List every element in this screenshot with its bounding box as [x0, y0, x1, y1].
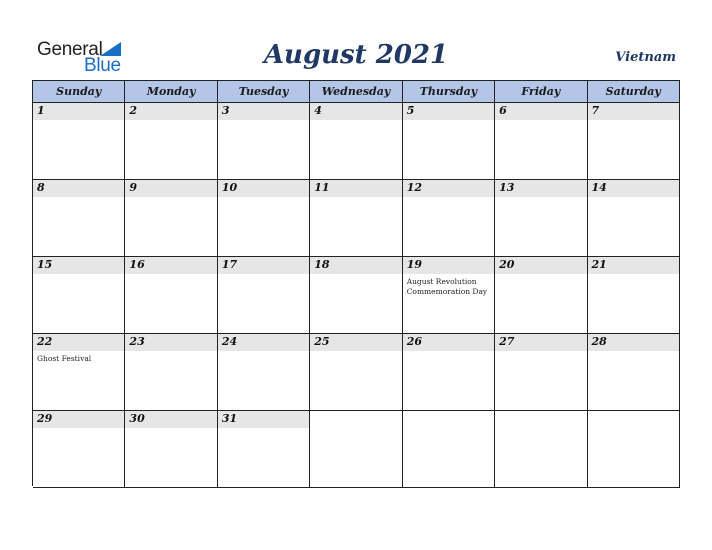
day-cell: [495, 180, 587, 257]
page-title: August 2021: [263, 40, 449, 70]
day-number: 16: [129, 258, 145, 271]
day-cell: [495, 411, 587, 488]
weekday-header: Friday: [495, 81, 587, 103]
day-number: 20: [499, 258, 515, 271]
day-cell: [588, 103, 680, 180]
day-cell: [310, 180, 402, 257]
day-cell: [495, 257, 587, 334]
day-cell: [125, 334, 217, 411]
day-cell: [125, 257, 217, 334]
day-number: 22: [37, 335, 53, 348]
day-number-band: [33, 180, 124, 197]
weekday-header: Wednesday: [310, 81, 402, 103]
day-number: 21: [591, 258, 607, 271]
calendar-week-row: [33, 257, 680, 334]
day-cell: [310, 257, 402, 334]
day-cell: [218, 103, 310, 180]
day-number: 6: [499, 104, 507, 117]
calendar-week-row: [33, 334, 680, 411]
day-cell: [403, 103, 495, 180]
day-cell: [218, 334, 310, 411]
day-cell: [310, 411, 402, 488]
day-number-band: [403, 411, 494, 428]
day-number: 1: [37, 104, 45, 117]
weekday-header: Thursday: [403, 81, 495, 103]
day-number: 24: [221, 335, 238, 348]
day-cell: [33, 180, 125, 257]
day-cell: [125, 103, 217, 180]
day-cell: [403, 180, 495, 257]
calendar-week-row: [33, 103, 680, 180]
day-number: 14: [591, 181, 607, 194]
day-cell: [218, 411, 310, 488]
day-number: 28: [591, 335, 607, 348]
country-label: Vietnam: [615, 50, 676, 65]
calendar-weeks: [33, 103, 680, 488]
day-cell: [125, 411, 217, 488]
day-number: 3: [221, 104, 230, 117]
day-number: 10: [221, 181, 238, 194]
day-number-band: [495, 411, 586, 428]
day-cell: [403, 334, 495, 411]
day-number-band: [125, 180, 216, 197]
day-number: 26: [406, 335, 422, 348]
day-number: 12: [406, 181, 422, 194]
calendar-week-row: [33, 411, 680, 488]
day-number-band: [310, 103, 401, 120]
day-cell: [218, 257, 310, 334]
day-cell: [33, 257, 125, 334]
day-cell: [33, 411, 125, 488]
day-number: 2: [129, 104, 138, 117]
day-cell: [588, 180, 680, 257]
day-number: 11: [314, 181, 330, 194]
day-cell: [588, 411, 680, 488]
day-number: 17: [221, 258, 238, 271]
day-number: 15: [37, 258, 53, 271]
day-cell: [495, 334, 587, 411]
day-number: 13: [499, 181, 515, 194]
weekday-header: Monday: [125, 81, 217, 103]
day-number: 23: [129, 335, 145, 348]
day-number-band: [125, 103, 216, 120]
day-number: 31: [221, 412, 238, 425]
logo-general-text: General: [37, 39, 103, 60]
day-number-band: [588, 411, 679, 428]
day-number: 5: [406, 104, 415, 117]
day-cell: [588, 334, 680, 411]
day-cell: [125, 180, 217, 257]
day-number: 7: [591, 104, 600, 117]
holiday-label: Ghost Festival: [37, 354, 92, 363]
logo-blue-text: Blue: [84, 55, 121, 76]
day-cell: [218, 180, 310, 257]
day-number: 27: [499, 335, 515, 348]
day-number: 19: [406, 258, 422, 271]
day-number: 18: [314, 258, 330, 271]
day-cell: [403, 411, 495, 488]
day-number: 9: [129, 181, 138, 194]
weekday-header-row: [33, 81, 680, 103]
holiday-label: August Revolution Commemoration Day: [406, 277, 488, 296]
day-cell: [403, 257, 495, 334]
day-cell: [310, 103, 402, 180]
day-cell: [495, 103, 587, 180]
calendar-week-row: [33, 180, 680, 257]
day-number-band: [588, 103, 679, 120]
day-number-band: [218, 103, 309, 120]
day-number: 25: [314, 335, 330, 348]
day-number: 29: [37, 412, 53, 425]
day-number-band: [33, 103, 124, 120]
day-number-band: [403, 103, 494, 120]
day-number-band: [495, 103, 586, 120]
day-cell: [310, 334, 402, 411]
calendar-grid: [32, 80, 680, 486]
weekday-header: Sunday: [33, 81, 125, 103]
weekday-header: Tuesday: [218, 81, 310, 103]
day-cell: [33, 334, 125, 411]
day-number: 4: [314, 104, 322, 117]
day-number: 8: [37, 181, 45, 194]
day-number: 30: [129, 412, 145, 425]
weekday-header: Saturday: [588, 81, 680, 103]
day-cell: [588, 257, 680, 334]
day-cell: [33, 103, 125, 180]
day-number-band: [310, 411, 401, 428]
